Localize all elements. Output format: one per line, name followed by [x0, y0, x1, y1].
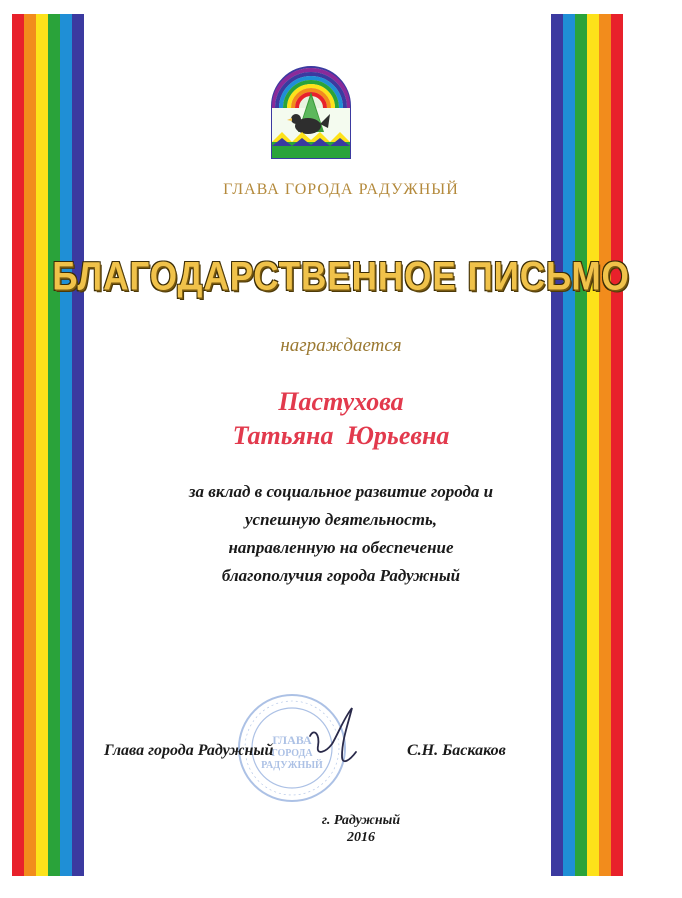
handwritten-signature [296, 700, 376, 780]
stamp-line: ГЛАВА [272, 733, 312, 747]
stamp-line: ГОРОДА [271, 748, 313, 759]
awarded-label: награждается [280, 335, 402, 356]
reason-line: направленную на обеспечение [228, 538, 454, 557]
recipient-surname: Пастухова [278, 387, 404, 416]
document-title: БЛАГОДАРСТВЕННОЕ ПИСЬМО [52, 254, 630, 299]
reason-text [0, 478, 682, 590]
stamp-line: РАДУЖНЫЙ [261, 760, 323, 771]
recipient-name [0, 385, 682, 453]
reason-line: благополучия города Радужный [221, 566, 461, 585]
year: 2016 [347, 830, 375, 845]
organization-title: ГЛАВА ГОРОДА РАДУЖНЫЙ [223, 181, 459, 198]
signer-name: С.Н. Баскаков [407, 742, 506, 759]
rainbow-grouse-coat-of-arms-icon [268, 62, 354, 162]
reason-line: успешную деятельность, [245, 510, 437, 529]
place-and-year [0, 812, 682, 846]
city: г. Радужный [321, 813, 401, 828]
reason-line: за вклад в социальное развитие города и [188, 482, 494, 501]
signer-position: Глава города Радужный [104, 742, 274, 759]
recipient-given-names: Татьяна Юрьевна [232, 421, 450, 450]
